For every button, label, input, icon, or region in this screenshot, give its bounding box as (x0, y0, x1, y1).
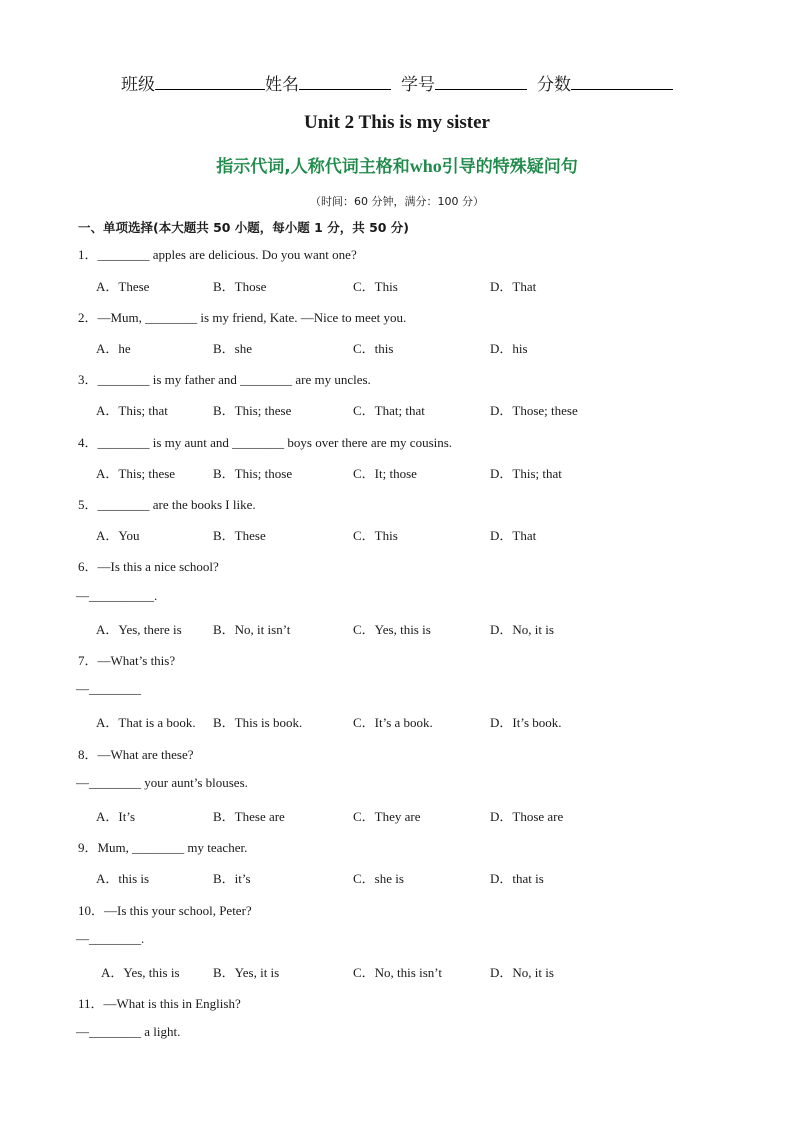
option-row (0, 400, 794, 418)
answer-line: —________ your aunt’s blouses. (76, 775, 248, 790)
option-b[interactable]: B．This is book. (213, 715, 303, 730)
class-label: 班级 (121, 75, 155, 95)
option-row (0, 868, 794, 886)
section-title: 一、单项选择(本大题共 50 小题，每小题 1 分，共 50 分) (78, 220, 410, 235)
option-c[interactable]: C．she is (353, 871, 404, 886)
option-b[interactable]: B．This; these (213, 403, 292, 418)
option-d[interactable]: D．Those are (490, 809, 564, 824)
option-a[interactable]: A．That is a book. (96, 715, 196, 730)
option-b[interactable]: B．it’s (213, 871, 251, 886)
option-d[interactable]: D．No, it is (490, 622, 554, 637)
question-stem: 1．________ apples are delicious. Do you want one? (78, 247, 357, 262)
option-b[interactable]: B．These are (213, 809, 285, 824)
question-stem: 5．________ are the books I like. (78, 497, 256, 512)
time-info: （时间：60 分钟，满分：100 分） (310, 195, 484, 208)
option-d[interactable]: D．that is (490, 871, 544, 886)
page-title: Unit 2 This is my sister (304, 112, 490, 133)
option-row (0, 463, 794, 481)
option-c[interactable]: C．this (353, 341, 394, 356)
question-stem: 11．—What is this in English? (78, 996, 241, 1011)
question-stem: 7．—What’s this? (78, 653, 176, 668)
option-d[interactable]: D．his (490, 341, 528, 356)
question-stem: 8．—What are these? (78, 747, 194, 762)
option-row (0, 619, 794, 637)
question-stem: 2．—Mum, ________ is my friend, Kate. —Nice to meet you. (78, 310, 407, 325)
option-d[interactable]: D．That (490, 279, 537, 294)
option-b[interactable]: B．Those (213, 279, 267, 294)
option-a[interactable]: A．These (96, 279, 150, 294)
option-row (0, 525, 794, 543)
option-b[interactable]: B．she (213, 341, 253, 356)
student-id-label: 学号 (401, 75, 435, 95)
score-blank (571, 75, 673, 90)
option-b[interactable]: B．This; those (213, 466, 293, 481)
answer-line: —________. (76, 931, 145, 946)
option-a[interactable]: A．You (96, 528, 140, 543)
option-row (0, 712, 794, 730)
question-stem: 3．________ is my father and ________ are my uncles. (78, 372, 371, 387)
option-c[interactable]: C．This (353, 528, 398, 543)
answer-line: —__________. (76, 588, 158, 603)
score-label: 分数 (537, 75, 571, 95)
subtitle-who: who (409, 156, 442, 176)
question-stem: 4．________ is my aunt and ________ boys over there are my cousins. (78, 435, 453, 450)
option-a[interactable]: A．he (96, 341, 131, 356)
option-c[interactable]: C．It’s a book. (353, 715, 433, 730)
option-c[interactable]: C．That; that (353, 403, 425, 418)
subtitle-part-1: 指示代词,人称代词主格和 (216, 157, 410, 177)
option-a[interactable]: A．It’s (96, 809, 136, 824)
question-stem: 10．—Is this your school, Peter? (78, 903, 252, 918)
option-b[interactable]: B．These (213, 528, 266, 543)
option-d[interactable]: D．That (490, 528, 537, 543)
page-subtitle (0, 152, 794, 177)
answer-line: —________ a light. (76, 1024, 181, 1039)
option-a[interactable]: A．This; these (96, 466, 176, 481)
student-info-header (0, 70, 794, 95)
class-blank (155, 75, 265, 90)
option-row (0, 806, 794, 824)
option-b[interactable]: B．No, it isn’t (213, 622, 291, 637)
option-d[interactable]: D．This; that (490, 466, 562, 481)
option-a[interactable]: A．this is (96, 871, 150, 886)
option-row (0, 276, 794, 294)
question-stem: 9．Mum, ________ my teacher. (78, 840, 248, 855)
answer-line: —________ (76, 681, 141, 696)
subtitle-part-2: 引导的特殊疑问句 (441, 157, 578, 177)
option-c[interactable]: C．This (353, 279, 398, 294)
option-a[interactable]: A．Yes, there is (96, 622, 182, 637)
option-b[interactable]: B．Yes, it is (213, 965, 280, 980)
option-a[interactable]: A．This; that (96, 403, 168, 418)
question-stem: 6．—Is this a nice school? (78, 559, 219, 574)
option-c[interactable]: C．No, this isn’t (353, 965, 442, 980)
name-blank (299, 75, 391, 90)
option-c[interactable]: C．They are (353, 809, 421, 824)
option-c[interactable]: C．It; those (353, 466, 417, 481)
student-id-blank (435, 75, 527, 90)
option-row (0, 338, 794, 356)
option-row (0, 962, 794, 980)
option-c[interactable]: C．Yes, this is (353, 622, 431, 637)
option-a[interactable]: A．Yes, this is (101, 965, 180, 980)
option-d[interactable]: D．No, it is (490, 965, 554, 980)
option-d[interactable]: D．Those; these (490, 403, 578, 418)
name-label: 姓名 (265, 75, 299, 95)
option-d[interactable]: D．It’s book. (490, 715, 562, 730)
